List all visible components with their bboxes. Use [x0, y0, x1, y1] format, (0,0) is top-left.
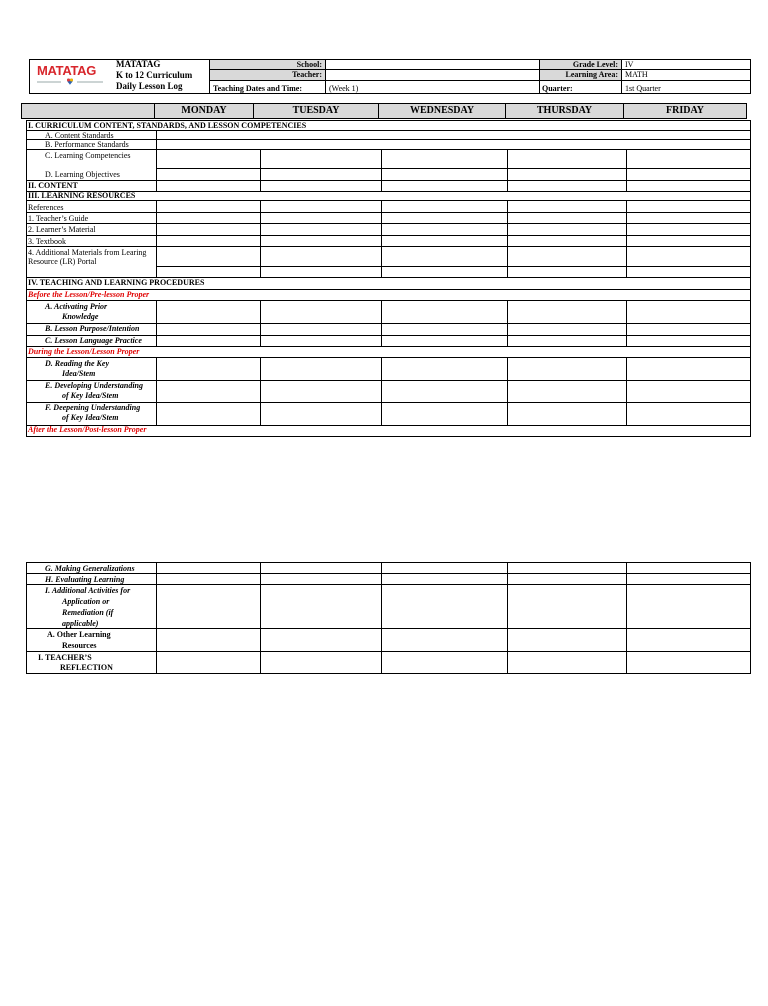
row-additional-materials-1: 4. Additional Materials from Learing — [28, 248, 147, 257]
area-label: Learning Area: — [565, 70, 618, 79]
section-curriculum: I. CURRICULUM CONTENT, STANDARDS, AND LESSON COMPETENCIES — [28, 121, 307, 130]
row-teachers-reflection-2: REFLECTION — [60, 663, 113, 672]
section-learning-resources: III. LEARNING RESOURCES — [28, 191, 136, 200]
row-content-standards: A. Content Standards — [45, 131, 114, 140]
dates-field[interactable]: (Week 1) — [329, 84, 359, 93]
dates-label: Teaching Dates and Time: — [213, 84, 302, 93]
row-teachers-reflection-1: I. TEACHER’S — [38, 653, 92, 662]
row-additional-activities-1: I. Additional Activities for — [45, 586, 131, 595]
row-lesson-purpose: B. Lesson Purpose/Intention — [45, 324, 140, 333]
day-header-wednesday: WEDNESDAY — [378, 103, 506, 119]
row-content: II. CONTENT — [28, 181, 78, 190]
heart-icon — [37, 77, 107, 87]
header-title-2: K to 12 Curriculum — [116, 70, 193, 80]
header-title-1: MATATAG — [116, 59, 161, 69]
row-other-resources-1: A. Other Learning — [47, 630, 111, 639]
row-deepening-1: F. Deepening Understanding — [45, 403, 141, 412]
row-additional-materials-2: Resource (LR) Portal — [28, 257, 97, 266]
grade-label: Grade Level: — [572, 60, 618, 69]
row-making-generalizations: G. Making Generalizations — [45, 564, 135, 573]
row-teachers-guide: 1. Teacher’s Guide — [28, 214, 89, 223]
row-learners-material: 2. Learner’s Material — [28, 225, 96, 234]
quarter-label: Quarter: — [542, 84, 573, 93]
day-header-tuesday: TUESDAY — [253, 103, 379, 119]
row-activating-prior-1: A. Activating Prior — [45, 302, 108, 311]
row-textbook: 3. Textbook — [28, 237, 66, 246]
row-additional-activities-3: Remediation (if — [62, 608, 114, 617]
row-performance-standards: B. Performance Standards — [45, 140, 129, 149]
row-developing-2: of Key Idea/Stem — [62, 391, 119, 400]
subsection-during-lesson: During the Lesson/Lesson Proper — [28, 347, 140, 356]
day-header-monday: MONDAY — [154, 103, 254, 119]
row-deepening-2: of Key Idea/Stem — [62, 413, 119, 422]
header-title-3: Daily Lesson Log — [116, 81, 183, 91]
matatag-logo — [37, 63, 107, 78]
area-field[interactable]: MATH — [625, 70, 648, 79]
school-label: School: — [296, 60, 322, 69]
row-reading-key-2: Idea/Stem — [62, 369, 96, 378]
section-teaching-procedures: IV. TEACHING AND LEARNING PROCEDURES — [28, 278, 205, 287]
row-activating-prior-2: Knowledge — [62, 312, 99, 321]
day-header-thursday: THURSDAY — [505, 103, 624, 119]
logo-text: MATATAG — [37, 63, 97, 78]
row-learning-objectives: D. Learning Objectives — [45, 170, 120, 179]
subsection-before-lesson: Before the Lesson/Pre-lesson Proper — [28, 290, 150, 299]
row-additional-activities-2: Application or — [62, 597, 110, 606]
row-references: References — [28, 203, 64, 212]
row-language-practice: C. Lesson Language Practice — [45, 336, 142, 345]
day-header-blank — [21, 103, 155, 119]
day-header-friday: FRIDAY — [623, 103, 747, 119]
subsection-after-lesson: After the Lesson/Post-lesson Proper — [28, 425, 147, 434]
row-learning-competencies: C. Learning Competencies — [45, 151, 131, 160]
row-developing-1: E. Developing Understanding — [45, 381, 144, 390]
quarter-field[interactable]: 1st Quarter — [625, 84, 661, 93]
teacher-label: Teacher: — [292, 70, 322, 79]
row-evaluating-learning: H. Evaluating Learning — [45, 575, 125, 584]
row-additional-activities-4: applicable) — [62, 619, 99, 628]
row-reading-key-1: D. Reading the Key — [45, 359, 109, 368]
grade-field[interactable]: IV — [625, 60, 634, 69]
row-other-resources-2: Resources — [62, 641, 97, 650]
